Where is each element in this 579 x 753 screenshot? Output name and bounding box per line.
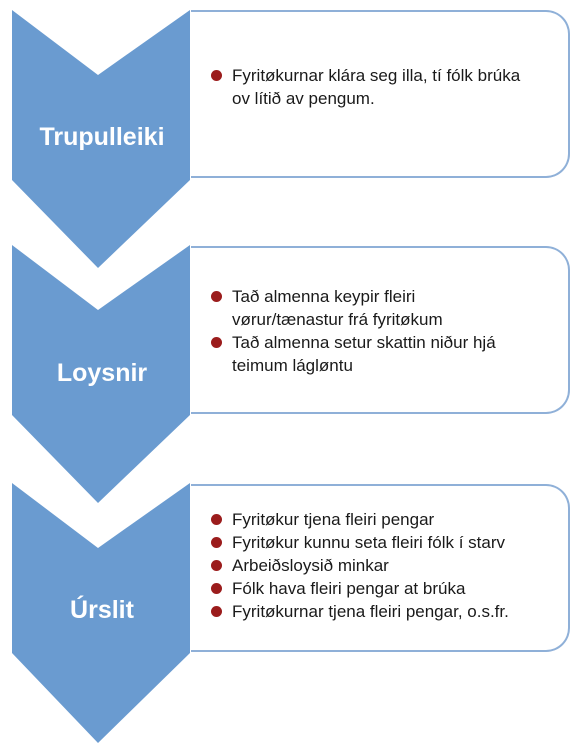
stage-label-loysnir: Loysnir: [56, 359, 148, 387]
card-urslit: [191, 484, 570, 652]
bullet-text: Arbeiðsloysið minkar: [232, 556, 389, 575]
bullet-dot-icon: [211, 560, 222, 571]
bullet-list: [211, 285, 511, 377]
bullet-text: Fyritøkur tjena fleiri pengar: [232, 510, 435, 529]
bullet-dot-icon: [211, 337, 222, 348]
bullet-item: [211, 531, 561, 554]
bullet-item: [211, 508, 561, 531]
bullet-dot-icon: [211, 70, 222, 81]
bullet-dot-icon: [211, 514, 222, 525]
bullet-item: [211, 600, 561, 623]
bullet-text: Fólk hava fleiri pengar at brúka: [232, 579, 466, 598]
stage-label-trupulleiki: Trupulleiki: [39, 123, 165, 151]
bullet-item: [211, 577, 561, 600]
bullet-item: [211, 554, 561, 577]
bullet-dot-icon: [211, 537, 222, 548]
card-loysnir: [191, 246, 570, 414]
bullet-item: [211, 285, 511, 331]
bullet-text: Fyritøkurnar klára seg illa, tí fólk brúka ov lítið av pengum.: [232, 66, 521, 108]
bullet-dot-icon: [211, 606, 222, 617]
bullet-text: Fyritøkur kunnu seta fleiri fólk í starv: [232, 533, 506, 552]
bullet-text: Tað almenna setur skattin niður hjá teimum lágløntu: [232, 333, 496, 375]
bullet-item: [211, 331, 511, 377]
card-trupulleiki: [191, 10, 570, 178]
bullet-text: Tað almenna keypir fleiri vørur/tænastur frá fyritøkum: [232, 287, 443, 329]
bullet-item: [211, 64, 531, 110]
stage-label-urslit: Úrslit: [70, 596, 134, 624]
bullet-list: [211, 64, 531, 110]
bullet-dot-icon: [211, 291, 222, 302]
bullet-list: [211, 508, 561, 623]
bullet-dot-icon: [211, 583, 222, 594]
bullet-text: Fyritøkurnar tjena fleiri pengar, o.s.fr.: [232, 602, 509, 621]
